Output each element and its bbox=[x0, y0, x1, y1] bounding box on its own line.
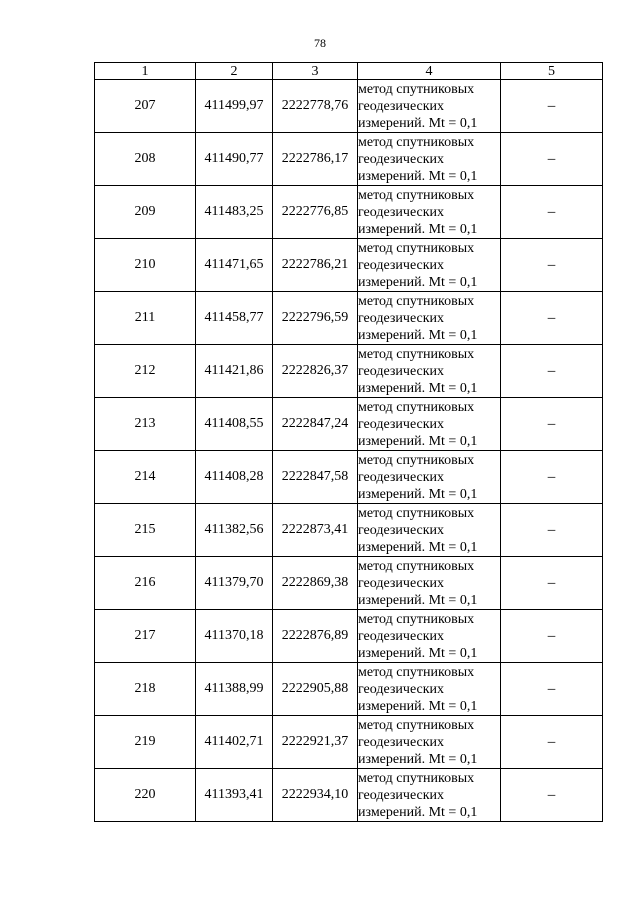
method-line: геодезических bbox=[358, 575, 445, 591]
table-row bbox=[95, 186, 603, 239]
method-line: метод спутниковых bbox=[358, 399, 475, 415]
y-coordinate-cell: 2222934,10 bbox=[273, 769, 358, 822]
y-coordinate-cell: 2222876,89 bbox=[273, 610, 358, 663]
method-cell bbox=[358, 345, 501, 398]
x-coordinate-cell: 411408,55 bbox=[196, 398, 273, 451]
method-line: измерений. Mt = 0,1 bbox=[358, 698, 478, 714]
method-cell bbox=[358, 716, 501, 769]
table-row bbox=[95, 451, 603, 504]
method-line: геодезических bbox=[358, 628, 445, 644]
method-line: метод спутниковых bbox=[358, 770, 475, 786]
method-line: измерений. Mt = 0,1 bbox=[358, 645, 478, 661]
x-coordinate-cell: 411393,41 bbox=[196, 769, 273, 822]
note-cell: – bbox=[501, 451, 603, 504]
header-col-1: 1 bbox=[95, 63, 196, 80]
table-row bbox=[95, 557, 603, 610]
note-cell: – bbox=[501, 610, 603, 663]
method-line: метод спутниковых bbox=[358, 134, 475, 150]
method-line: метод спутниковых bbox=[358, 611, 475, 627]
method-line: метод спутниковых bbox=[358, 452, 475, 468]
note-cell: – bbox=[501, 292, 603, 345]
note-cell: – bbox=[501, 716, 603, 769]
method-cell bbox=[358, 133, 501, 186]
y-coordinate-cell: 2222847,58 bbox=[273, 451, 358, 504]
point-number-cell: 215 bbox=[95, 504, 196, 557]
method-line: геодезических bbox=[358, 363, 445, 379]
table-row bbox=[95, 292, 603, 345]
y-coordinate-cell: 2222786,21 bbox=[273, 239, 358, 292]
y-coordinate-cell: 2222826,37 bbox=[273, 345, 358, 398]
method-line: геодезических bbox=[358, 310, 445, 326]
note-cell: – bbox=[501, 663, 603, 716]
method-line: геодезических bbox=[358, 257, 445, 273]
note-cell: – bbox=[501, 133, 603, 186]
y-coordinate-cell: 2222796,59 bbox=[273, 292, 358, 345]
note-cell: – bbox=[501, 769, 603, 822]
x-coordinate-cell: 411421,86 bbox=[196, 345, 273, 398]
point-number-cell: 212 bbox=[95, 345, 196, 398]
table-row bbox=[95, 504, 603, 557]
method-line: метод спутниковых bbox=[358, 505, 475, 521]
y-coordinate-cell: 2222905,88 bbox=[273, 663, 358, 716]
method-line: метод спутниковых bbox=[358, 346, 475, 362]
method-line: измерений. Mt = 0,1 bbox=[358, 433, 478, 449]
method-line: геодезических bbox=[358, 522, 445, 538]
method-cell bbox=[358, 769, 501, 822]
note-cell: – bbox=[501, 504, 603, 557]
method-line: измерений. Mt = 0,1 bbox=[358, 327, 478, 343]
method-line: измерений. Mt = 0,1 bbox=[358, 115, 478, 131]
point-number-cell: 210 bbox=[95, 239, 196, 292]
point-number-cell: 207 bbox=[95, 80, 196, 133]
x-coordinate-cell: 411499,97 bbox=[196, 80, 273, 133]
method-line: измерений. Mt = 0,1 bbox=[358, 486, 478, 502]
method-line: измерений. Mt = 0,1 bbox=[358, 751, 478, 767]
x-coordinate-cell: 411483,25 bbox=[196, 186, 273, 239]
y-coordinate-cell: 2222921,37 bbox=[273, 716, 358, 769]
note-cell: – bbox=[501, 186, 603, 239]
method-line: измерений. Mt = 0,1 bbox=[358, 539, 478, 555]
header-row bbox=[95, 63, 603, 80]
method-cell bbox=[358, 663, 501, 716]
method-line: геодезических bbox=[358, 681, 445, 697]
note-cell: – bbox=[501, 345, 603, 398]
point-number-cell: 220 bbox=[95, 769, 196, 822]
header-col-3: 3 bbox=[273, 63, 358, 80]
method-line: измерений. Mt = 0,1 bbox=[358, 592, 478, 608]
note-cell: – bbox=[501, 398, 603, 451]
method-cell bbox=[358, 398, 501, 451]
method-line: геодезических bbox=[358, 204, 445, 220]
method-line: метод спутниковых bbox=[358, 664, 475, 680]
table-row bbox=[95, 133, 603, 186]
method-line: геодезических bbox=[358, 416, 445, 432]
method-line: метод спутниковых bbox=[358, 558, 475, 574]
method-line: измерений. Mt = 0,1 bbox=[358, 274, 478, 290]
method-line: измерений. Mt = 0,1 bbox=[358, 380, 478, 396]
method-cell bbox=[358, 610, 501, 663]
point-number-cell: 213 bbox=[95, 398, 196, 451]
y-coordinate-cell: 2222776,85 bbox=[273, 186, 358, 239]
table-body bbox=[95, 80, 603, 822]
method-cell bbox=[358, 239, 501, 292]
x-coordinate-cell: 411402,71 bbox=[196, 716, 273, 769]
note-cell: – bbox=[501, 80, 603, 133]
method-line: геодезических bbox=[358, 151, 445, 167]
table-row bbox=[95, 80, 603, 133]
point-number-cell: 209 bbox=[95, 186, 196, 239]
x-coordinate-cell: 411379,70 bbox=[196, 557, 273, 610]
x-coordinate-cell: 411490,77 bbox=[196, 133, 273, 186]
header-col-4: 4 bbox=[358, 63, 501, 80]
table-row bbox=[95, 345, 603, 398]
x-coordinate-cell: 411458,77 bbox=[196, 292, 273, 345]
method-line: измерений. Mt = 0,1 bbox=[358, 168, 478, 184]
method-line: измерений. Mt = 0,1 bbox=[358, 804, 478, 820]
coordinates-table bbox=[94, 62, 603, 822]
y-coordinate-cell: 2222778,76 bbox=[273, 80, 358, 133]
table-header bbox=[95, 63, 603, 80]
method-line: метод спутниковых bbox=[358, 187, 475, 203]
point-number-cell: 217 bbox=[95, 610, 196, 663]
method-cell bbox=[358, 451, 501, 504]
method-line: метод спутниковых bbox=[358, 240, 475, 256]
y-coordinate-cell: 2222786,17 bbox=[273, 133, 358, 186]
method-line: геодезических bbox=[358, 98, 445, 114]
method-line: геодезических bbox=[358, 787, 445, 803]
point-number-cell: 208 bbox=[95, 133, 196, 186]
point-number-cell: 218 bbox=[95, 663, 196, 716]
y-coordinate-cell: 2222873,41 bbox=[273, 504, 358, 557]
y-coordinate-cell: 2222847,24 bbox=[273, 398, 358, 451]
x-coordinate-cell: 411408,28 bbox=[196, 451, 273, 504]
note-cell: – bbox=[501, 557, 603, 610]
method-cell bbox=[358, 504, 501, 557]
point-number-cell: 216 bbox=[95, 557, 196, 610]
method-line: метод спутниковых bbox=[358, 717, 475, 733]
table-row bbox=[95, 398, 603, 451]
table-row bbox=[95, 610, 603, 663]
point-number-cell: 211 bbox=[95, 292, 196, 345]
table-row bbox=[95, 239, 603, 292]
x-coordinate-cell: 411471,65 bbox=[196, 239, 273, 292]
header-col-5: 5 bbox=[501, 63, 603, 80]
method-cell bbox=[358, 557, 501, 610]
x-coordinate-cell: 411370,18 bbox=[196, 610, 273, 663]
x-coordinate-cell: 411388,99 bbox=[196, 663, 273, 716]
header-col-2: 2 bbox=[196, 63, 273, 80]
table-row bbox=[95, 716, 603, 769]
method-cell bbox=[358, 292, 501, 345]
table-row bbox=[95, 663, 603, 716]
point-number-cell: 219 bbox=[95, 716, 196, 769]
y-coordinate-cell: 2222869,38 bbox=[273, 557, 358, 610]
method-cell bbox=[358, 186, 501, 239]
note-cell: – bbox=[501, 239, 603, 292]
method-line: измерений. Mt = 0,1 bbox=[358, 221, 478, 237]
table-row bbox=[95, 769, 603, 822]
method-line: геодезических bbox=[358, 734, 445, 750]
page-number: 78 bbox=[314, 36, 326, 50]
method-line: геодезических bbox=[358, 469, 445, 485]
point-number-cell: 214 bbox=[95, 451, 196, 504]
method-cell bbox=[358, 80, 501, 133]
x-coordinate-cell: 411382,56 bbox=[196, 504, 273, 557]
method-line: метод спутниковых bbox=[358, 293, 475, 309]
method-line: метод спутниковых bbox=[358, 81, 475, 97]
